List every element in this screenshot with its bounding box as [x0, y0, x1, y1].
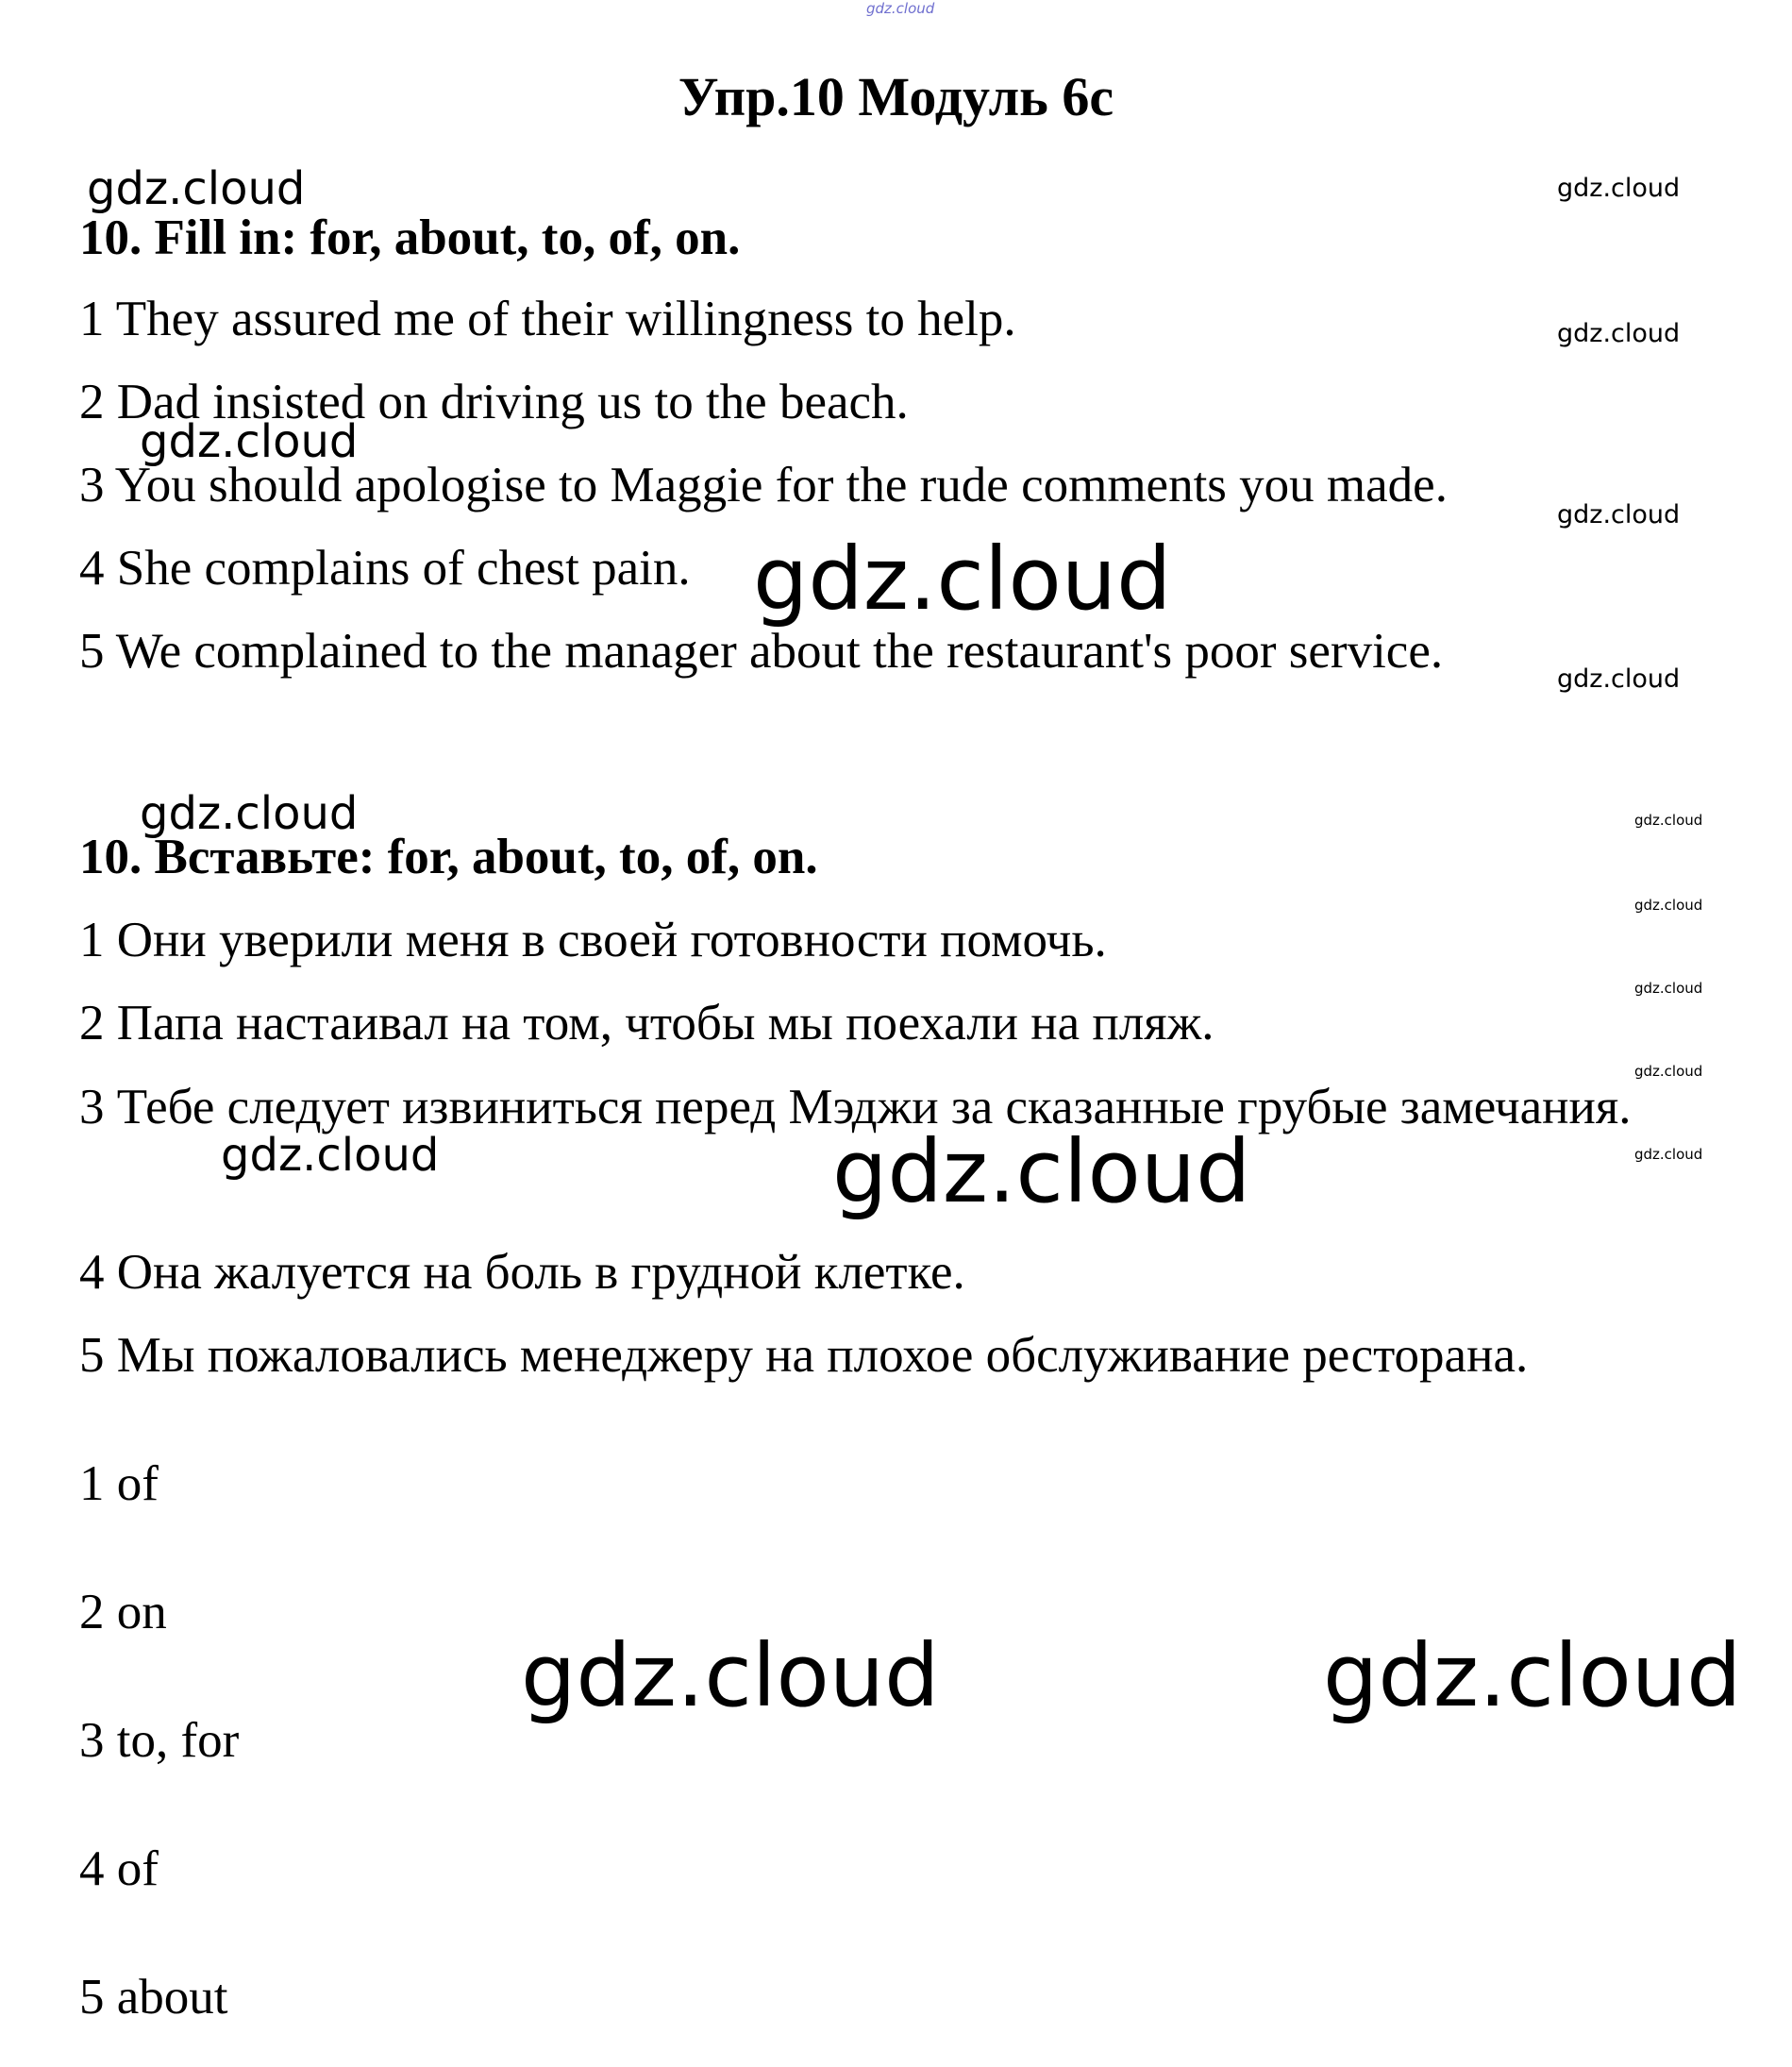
- watermark: gdz.cloud: [1634, 1063, 1703, 1080]
- answer-item: 4 of: [79, 1841, 159, 1896]
- english-sentence: 3 You should apologise to Maggie for the rude comments you made.: [79, 458, 1448, 513]
- watermark: gdz.cloud: [221, 1129, 440, 1182]
- watermark: gdz.cloud: [140, 787, 359, 840]
- english-sentence: 5 We complained to the manager about the restaurant's poor service.: [79, 624, 1444, 679]
- english-exercise-heading: 10. Fill in: for, about, to, of, on.: [79, 210, 741, 265]
- watermark: gdz.cloud: [1557, 319, 1681, 348]
- watermark: gdz.cloud: [140, 415, 359, 468]
- watermark: gdz.cloud: [1634, 897, 1703, 914]
- answer-item: 2 on: [79, 1585, 167, 1639]
- watermark: gdz.cloud: [1557, 664, 1681, 694]
- russian-sentence: 3 Тебе следует извиниться перед Мэджи за сказанные грубые замечания.: [79, 1080, 1632, 1134]
- english-sentence: 1 They assured me of their willingness to help.: [79, 292, 1016, 346]
- watermark: gdz.cloud: [1557, 500, 1681, 529]
- watermark: gdz.cloud: [832, 1121, 1251, 1222]
- russian-sentence: 2 Папа настаивал на том, чтобы мы поехали на пляж.: [79, 996, 1214, 1050]
- watermark: gdz.cloud: [753, 529, 1172, 630]
- watermark: gdz.cloud: [521, 1625, 940, 1726]
- russian-sentence: 1 Они уверили меня в своей готовности помочь.: [79, 913, 1107, 967]
- watermark: gdz.cloud: [1634, 1146, 1703, 1163]
- watermark: gdz.cloud: [87, 162, 306, 215]
- watermark: gdz.cloud: [1634, 980, 1703, 997]
- russian-sentence: 5 Мы пожаловались менеджеру на плохое обслуживание ресторана.: [79, 1328, 1529, 1383]
- answer-item: 3 to, for: [79, 1713, 240, 1768]
- russian-exercise-heading: 10. Вставьте: for, about, to, of, on.: [79, 830, 818, 884]
- page-title: Упр.10 Модуль 6с: [678, 66, 1114, 127]
- answer-item: 1 of: [79, 1456, 159, 1511]
- watermark: gdz.cloud: [1323, 1625, 1742, 1726]
- english-sentence: 2 Dad insisted on driving us to the beach.: [79, 375, 909, 429]
- english-sentence: 4 She complains of chest pain.: [79, 541, 691, 596]
- russian-sentence: 4 Она жалуется на боль в грудной клетке.: [79, 1245, 965, 1300]
- answer-item: 5 about: [79, 1970, 228, 2025]
- watermark: gdz.cloud: [1557, 174, 1681, 203]
- watermark: gdz.cloud: [866, 0, 935, 17]
- watermark: gdz.cloud: [1634, 812, 1703, 829]
